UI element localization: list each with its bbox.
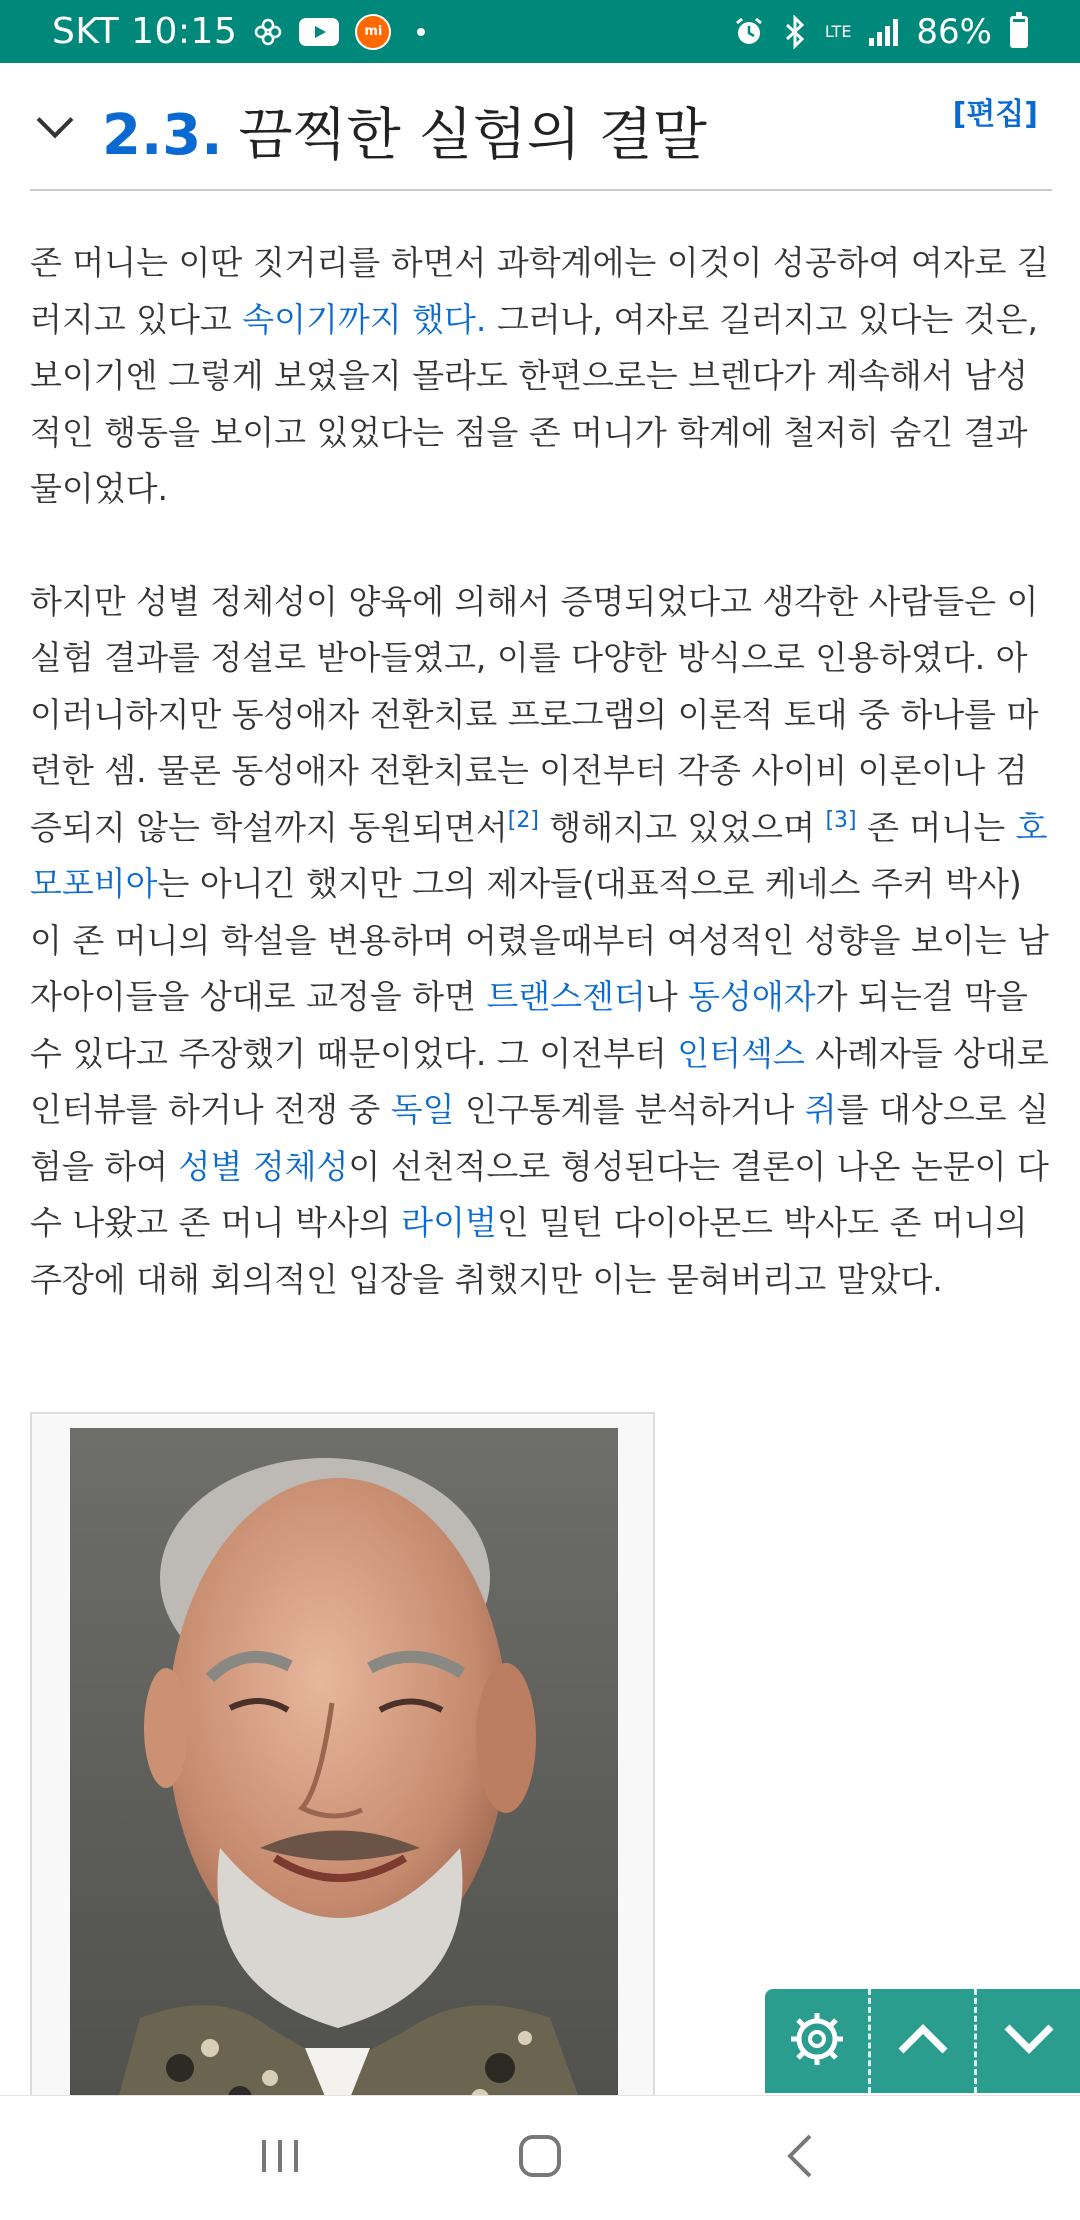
gear-icon <box>785 2007 849 2075</box>
notification-dot-icon <box>417 28 425 36</box>
link-rat[interactable]: 쥐 <box>804 1090 837 1129</box>
youtube-icon <box>299 18 339 46</box>
link-rival[interactable]: 라이벌 <box>401 1203 497 1242</box>
alarm-icon <box>733 16 765 48</box>
scroll-down-button[interactable] <box>974 1989 1080 2093</box>
link-germany[interactable]: 독일 <box>390 1090 455 1129</box>
signal-icon <box>869 18 898 46</box>
link-homosexual[interactable]: 동성애자 <box>688 977 816 1016</box>
carrier-time: SKT 10:15 <box>52 11 238 52</box>
battery-percent: 86% <box>916 11 992 52</box>
home-button[interactable] <box>500 2128 580 2188</box>
flower-icon <box>253 17 283 47</box>
recent-apps-button[interactable] <box>240 2128 320 2188</box>
article-body <box>30 235 1052 1364</box>
footnote-3[interactable]: [3] <box>825 807 857 833</box>
link-homophobia[interactable]: 호모포비아 <box>30 807 1048 903</box>
bluetooth-icon <box>783 15 807 49</box>
footnote-2[interactable]: [2] <box>507 807 539 833</box>
edit-link[interactable]: [편집] <box>952 97 1038 132</box>
floating-controls <box>765 1989 1080 2093</box>
figure <box>30 1412 655 2108</box>
portrait-photo[interactable] <box>70 1428 618 2108</box>
section-title-text: 끔찍한 실험의 결말 <box>238 103 707 168</box>
back-icon <box>784 2132 816 2184</box>
settings-button[interactable] <box>765 1989 868 2093</box>
mi-icon: mi <box>355 14 391 50</box>
chevron-down-icon <box>1001 2019 1057 2063</box>
link-deceived[interactable]: 속이기까지 했다. <box>242 299 487 339</box>
collapse-chevron-icon[interactable] <box>37 102 74 139</box>
scroll-up-button[interactable] <box>868 1989 974 2093</box>
link-gender-identity[interactable]: 성별 정체성 <box>178 1146 349 1186</box>
back-button[interactable] <box>760 2128 840 2188</box>
paragraph-2: 하지만 성별 정체성이 양육에 의해서 증명되었다고 생각한 사람들은 이 실험 결과를 정설로 받아들였고, 이를 다양한 방식으로 인용하였다. 아이러니하지만 동성애자 전환치료 프로그램의 이론적 토대 중 하나를 마련한 셈. 물론 동성애자 전환치료는 이전부터 각종 사이비 이론이나 검증되지 않는 학설까지 동원되면서[2] 행해지고 있었으며 [3] 존 머니는 호모포비아는 아니긴 했지만 그의 제자들(대표적으로 케네스 주커 박사)이 존 머니의 학설을 변용하며 어렸을때부터 여성적인 성향을 보이는 남자아이들을 상대로 교정을 하면 트랜스젠더나 동성애자가 되는걸 막을 수 있다고 주장했기 때문이었다. 그 이전부터 인터섹스 사례자들 상대로 인터뷰를 하거나 전쟁 중 독일 인구통계를 분석하거나 쥐를 대상으로 실험을 하여 성별 정체성이 선천적으로 형성된다는 결론이 나온 논문이 다수 나왔고 존 머니 박사의 라이벌인 밀턴 다이아몬드 박사도 존 머니의 주장에 대해 회의적인 입장을 취했지만 이는 묻혀버리고 말았다. <box>30 581 1049 1299</box>
paragraph-1: 존 머니는 이딴 짓거리를 하면서 과학계에는 이것이 성공하여 여자로 길러지고 있다고 속이기까지 했다. 그러나, 여자로 길러지고 있다는 것은, 보이기엔 그렇게 보였을지 몰라도 한편으로는 브렌다가 계속해서 남성적인 행동을 보이고 있었다는 점을 존 머니가 학계에 철저히 숨긴 결과물이었다. <box>30 243 1049 508</box>
section-header[interactable] <box>30 63 1052 191</box>
link-transgender[interactable]: 트랜스젠더 <box>486 977 646 1016</box>
chevron-up-icon <box>895 2019 951 2063</box>
status-bar <box>0 0 1080 63</box>
section-number: 2.3. <box>102 103 223 168</box>
navigation-bar <box>0 2095 1080 2220</box>
network-type: LTE <box>824 21 852 41</box>
recent-apps-icon <box>258 2136 302 2180</box>
home-icon <box>516 2132 564 2184</box>
battery-icon <box>1010 16 1028 48</box>
section-title <box>102 91 707 171</box>
link-intersex[interactable]: 인터섹스 <box>677 1033 805 1073</box>
